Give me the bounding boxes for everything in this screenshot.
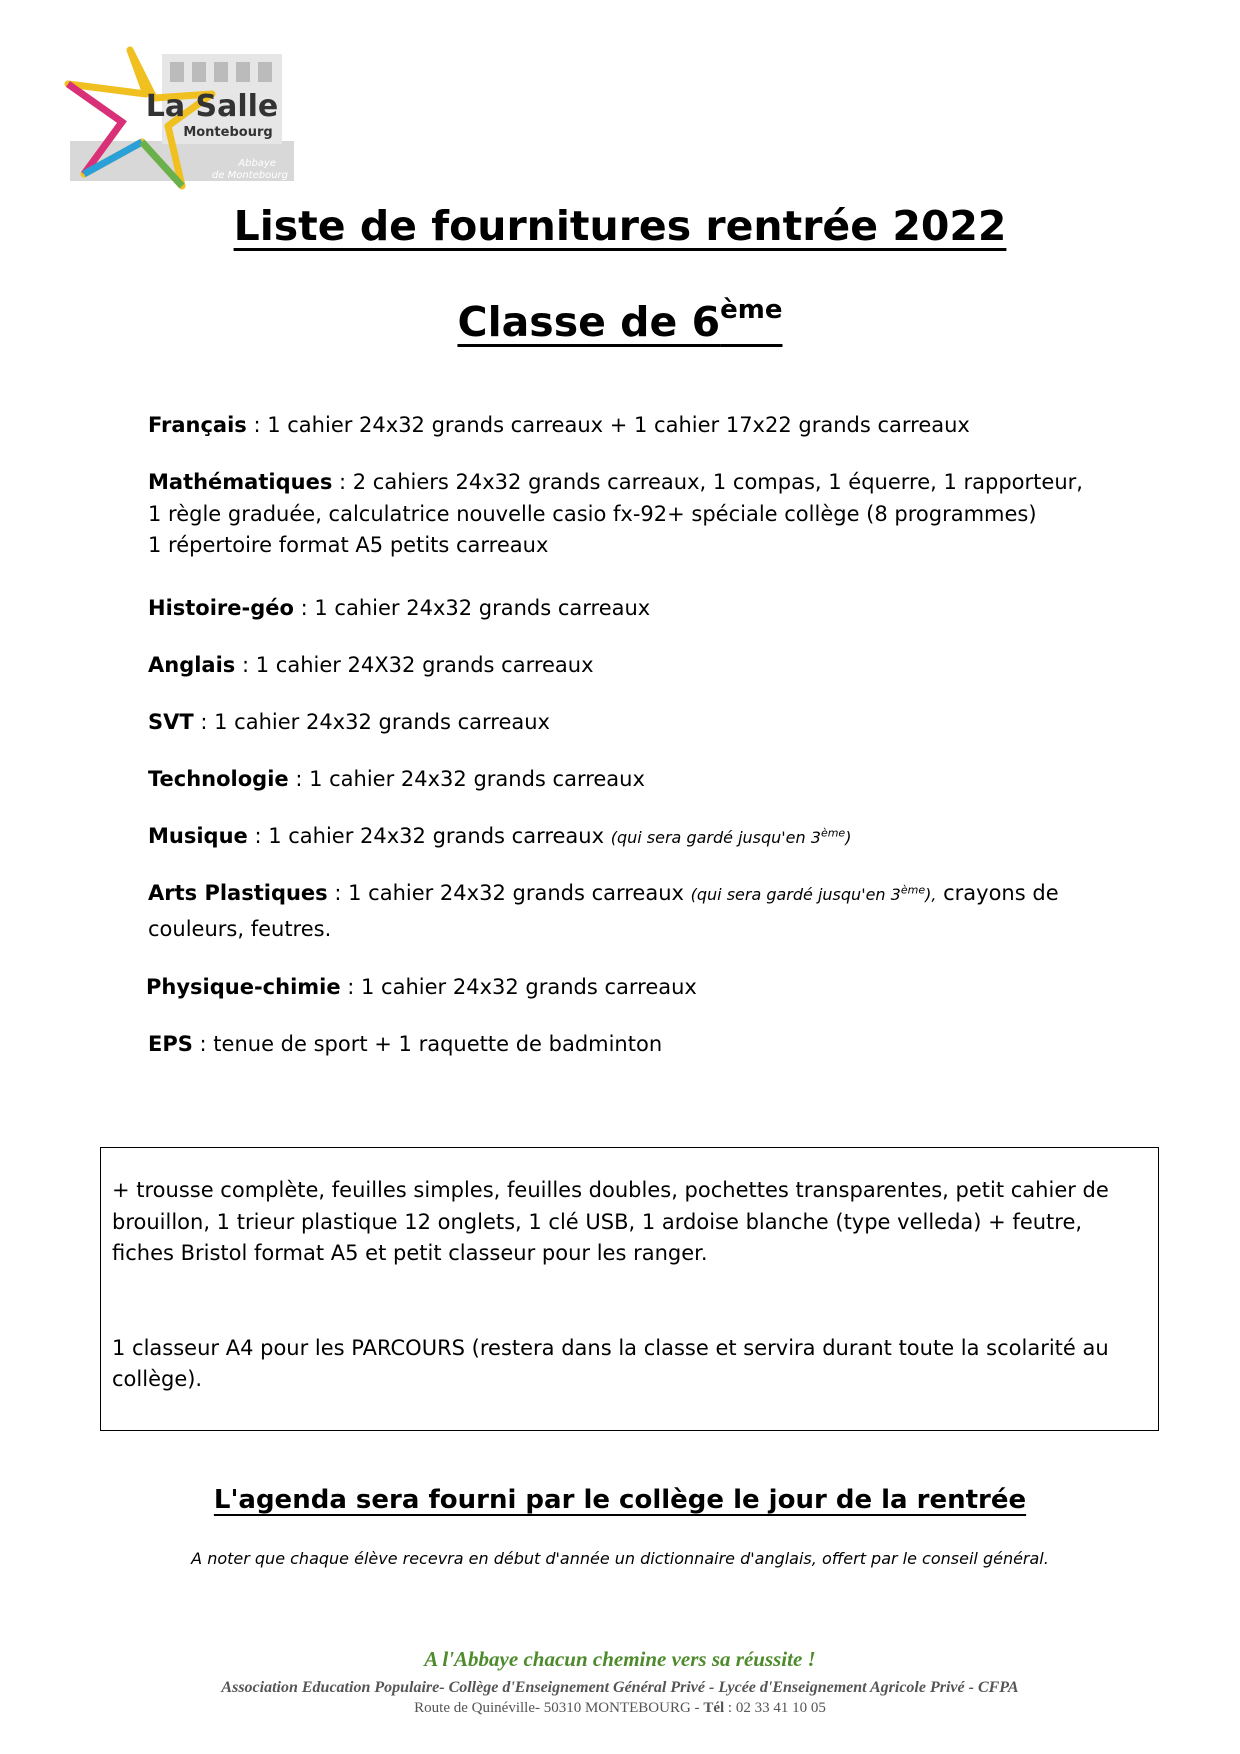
subject-arts: Arts Plastiques : 1 cahier 24x32 grands carreaux (qui sera gardé jusqu'en 3ème), crayons de: [148, 881, 1059, 905]
subject-francais: Français : 1 cahier 24x32 grands carreaux + 1 cahier 17x22 grands carreaux: [148, 413, 970, 437]
footer-address: Route de Quinéville- 50310 MONTEBOURG - Tél : 02 33 41 10 05: [414, 1700, 826, 1716]
footer-motto: A l'Abbaye chacun chemine vers sa réussite !: [424, 1647, 816, 1671]
subject-svt: SVT : 1 cahier 24x32 grands carreaux: [148, 710, 550, 734]
subject-physique: Physique-chimie : 1 cahier 24x32 grands carreaux: [146, 975, 697, 999]
class-title: Classe de 6ème: [457, 295, 783, 346]
agenda-notice: L'agenda sera fourni par le collège le jour de la rentrée: [213, 1485, 1027, 1515]
dictionary-note: A noter que chaque élève recevra en début d'année un dictionnaire d'anglais, offert par le conseil général.: [191, 1549, 1049, 1568]
subject-arts-line2: couleurs, feutres.: [148, 917, 332, 941]
logo-caption2: de Montebourg: [211, 170, 288, 181]
box-line-3: fiches Bristol format A5 et petit classeur pour les ranger.: [112, 1241, 708, 1265]
subject-maths-line2: 1 règle graduée, calculatrice nouvelle casio fx-92+ spéciale collège (8 programmes): [148, 502, 1037, 526]
subject-maths: Mathématiques : 2 cahiers 24x32 grands carreaux, 1 compas, 1 équerre, 1 rapporteur,: [148, 470, 1083, 494]
subject-histoire: Histoire-géo : 1 cahier 24x32 grands carreaux: [148, 596, 651, 620]
logo-name: La Salle: [145, 89, 279, 124]
logo-sub: Montebourg: [183, 125, 273, 140]
footer-association: Association Education Populaire- Collège d'Enseignement Général Privé - Lycée d'Enseignement Agricole Privé - CFPA: [221, 1679, 1019, 1696]
page-title: Liste de fournitures rentrée 2022: [233, 202, 1007, 250]
la-salle-logo: [62, 46, 298, 196]
subject-eps: EPS : tenue de sport + 1 raquette de badminton: [148, 1032, 663, 1056]
subject-anglais: Anglais : 1 cahier 24X32 grands carreaux: [148, 653, 594, 677]
box-line-1: + trousse complète, feuilles simples, feuilles doubles, pochettes transparentes, petit cahier de: [112, 1178, 1109, 1202]
box-line-4: 1 classeur A4 pour les PARCOURS (restera dans la classe et servira durant toute la scolarité au: [112, 1336, 1109, 1360]
subject-techno: Technologie : 1 cahier 24x32 grands carreaux: [148, 767, 645, 791]
box-line-5: collège).: [112, 1367, 203, 1391]
logo-caption1: Abbaye: [238, 158, 276, 169]
box-line-2: brouillon, 1 trieur plastique 12 onglets, 1 clé USB, 1 ardoise blanche (type velleda) + feutre,: [112, 1210, 1083, 1234]
subject-maths-line3: 1 répertoire format A5 petits carreaux: [148, 533, 549, 557]
subject-musique: Musique : 1 cahier 24x32 grands carreaux (qui sera gardé jusqu'en 3ème): [148, 824, 852, 848]
